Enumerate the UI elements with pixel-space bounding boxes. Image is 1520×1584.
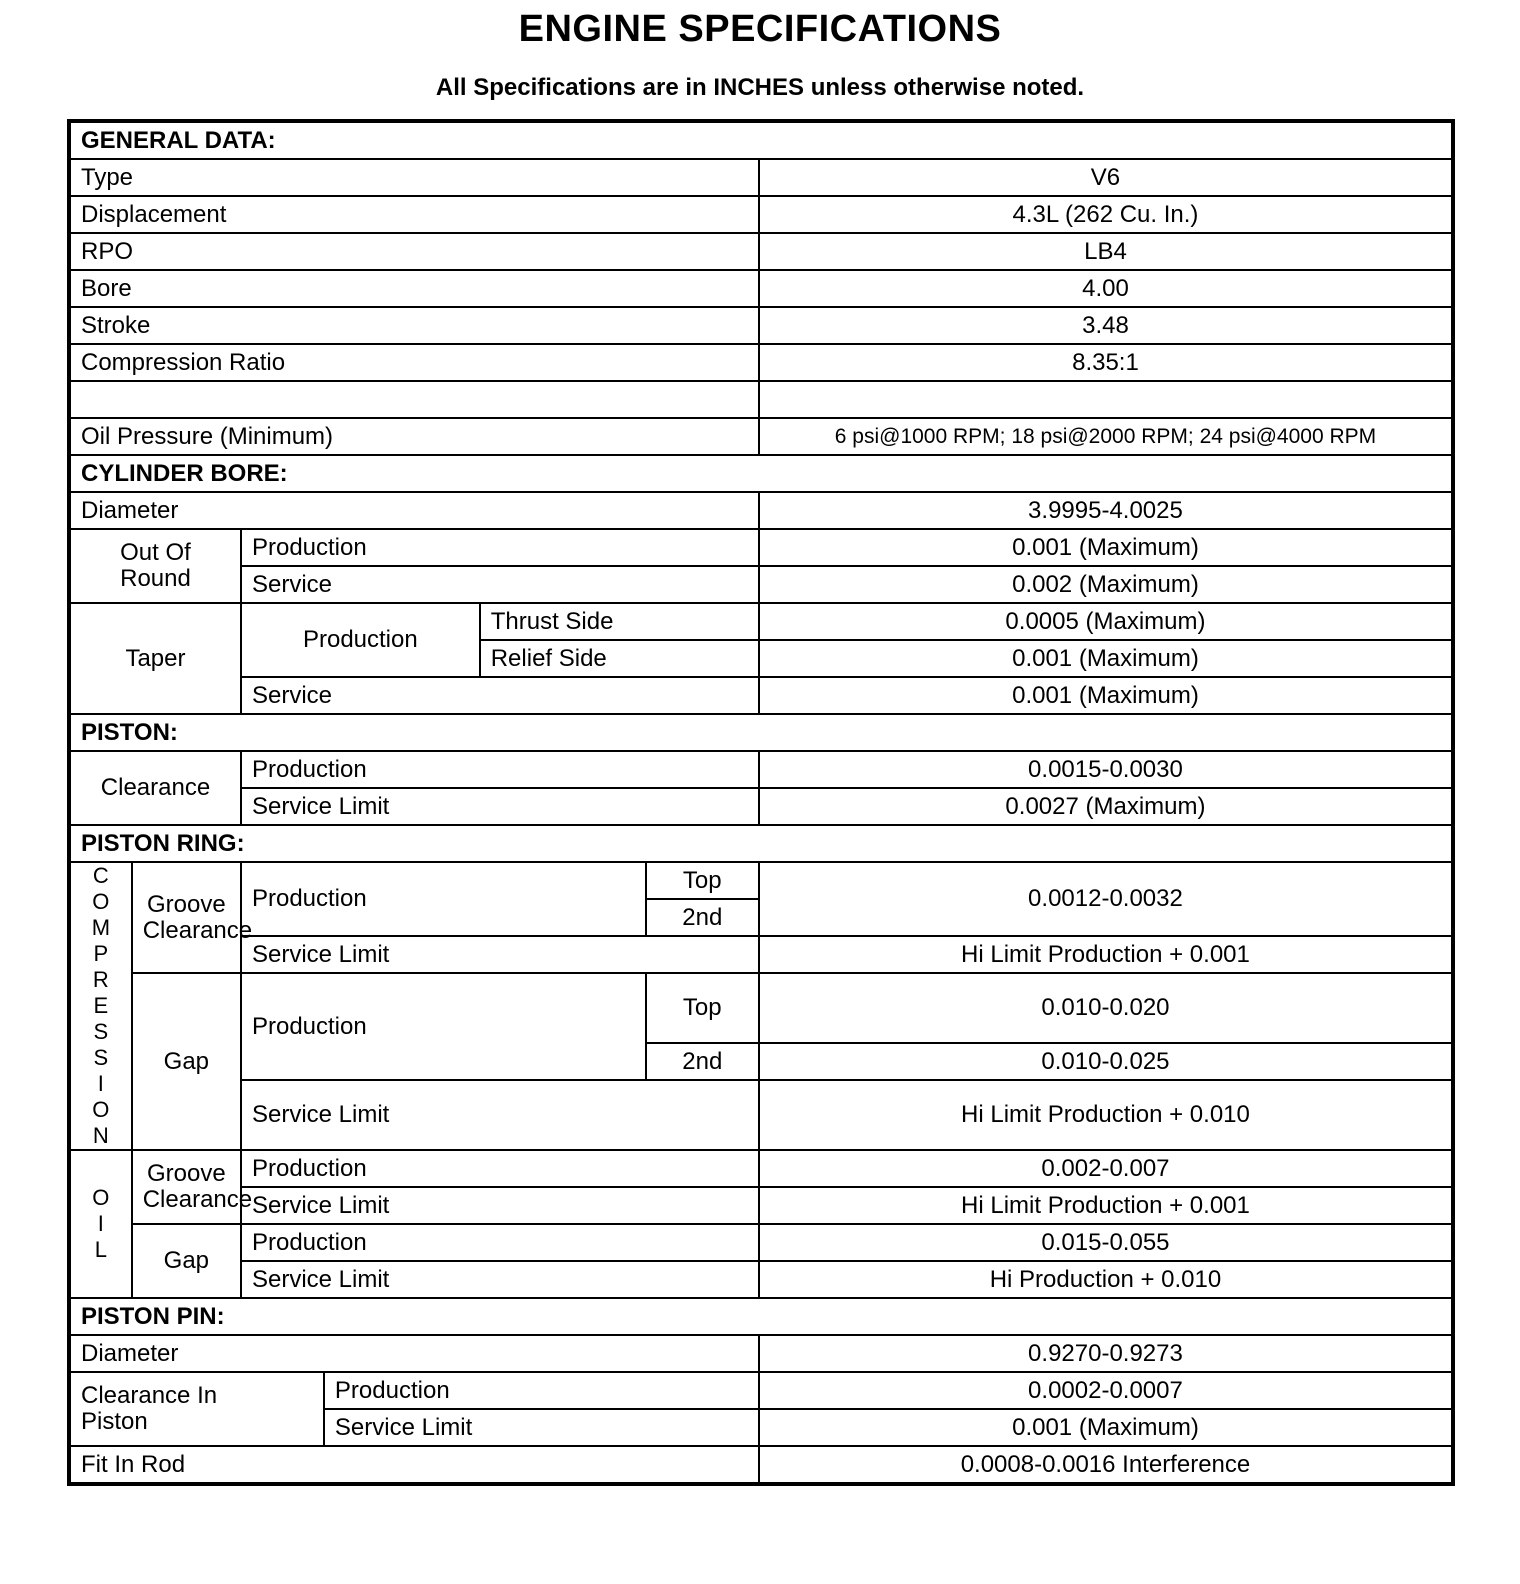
row-value: Hi Limit Production + 0.001 bbox=[759, 1187, 1453, 1224]
row-value: 8.35:1 bbox=[759, 344, 1453, 381]
vertical-letter: P bbox=[93, 941, 109, 966]
vertical-letter: R bbox=[92, 967, 109, 992]
row-label: Stroke bbox=[69, 307, 759, 344]
row-label: Oil Pressure (Minimum) bbox=[69, 418, 759, 455]
table-row bbox=[69, 270, 1453, 307]
row-value: 0.010-0.025 bbox=[759, 1043, 1453, 1080]
table-row bbox=[69, 529, 1453, 566]
sub-group-label-production: Production bbox=[241, 603, 480, 677]
compression-vertical-label bbox=[69, 862, 132, 1150]
group-label-clearance-in-piston: Clearance In Piston bbox=[69, 1372, 324, 1446]
table-row bbox=[69, 603, 1453, 640]
ring-label-top: Top bbox=[646, 862, 759, 899]
section-header-piston-ring bbox=[69, 825, 1453, 862]
row-value: 0.0012-0.0032 bbox=[759, 862, 1453, 936]
group-label-gap: Gap bbox=[132, 973, 241, 1150]
row-label: RPO bbox=[69, 233, 759, 270]
row-label: Production bbox=[324, 1372, 759, 1409]
table-row bbox=[69, 788, 1453, 825]
vertical-letter: L bbox=[94, 1237, 107, 1262]
row-label: Bore bbox=[69, 270, 759, 307]
row-label: Thrust Side bbox=[480, 603, 759, 640]
group-label-groove-clearance: Groove Clearance bbox=[132, 862, 241, 973]
row-value: 0.001 (Maximum) bbox=[759, 640, 1453, 677]
row-value: 0.001 (Maximum) bbox=[759, 529, 1453, 566]
oil-vertical-label bbox=[69, 1150, 132, 1298]
row-label: Displacement bbox=[69, 196, 759, 233]
row-label: Relief Side bbox=[480, 640, 759, 677]
row-label: Service Limit bbox=[241, 1261, 759, 1298]
row-label: Production bbox=[241, 1224, 759, 1261]
table-row bbox=[69, 1261, 1453, 1298]
row-value: 0.0002-0.0007 bbox=[759, 1372, 1453, 1409]
group-label-taper: Taper bbox=[69, 603, 241, 714]
table-row bbox=[69, 751, 1453, 788]
row-label: Service Limit bbox=[241, 1187, 759, 1224]
section-title: PISTON RING: bbox=[69, 825, 1453, 862]
table-row bbox=[69, 1335, 1453, 1372]
vertical-letter: S bbox=[93, 1045, 109, 1070]
row-value: V6 bbox=[759, 159, 1453, 196]
vertical-letter: O bbox=[92, 1097, 110, 1122]
row-value: 3.9995-4.0025 bbox=[759, 492, 1453, 529]
row-value: Hi Limit Production + 0.010 bbox=[759, 1080, 1453, 1150]
row-value: 0.010-0.020 bbox=[759, 973, 1453, 1043]
section-title: PISTON PIN: bbox=[69, 1298, 1453, 1335]
empty-row bbox=[69, 381, 1453, 418]
section-title: PISTON: bbox=[69, 714, 1453, 751]
row-label: Type bbox=[69, 159, 759, 196]
row-label: Production bbox=[241, 862, 646, 936]
row-label: Diameter bbox=[69, 492, 759, 529]
table-row bbox=[69, 159, 1453, 196]
row-label: Diameter bbox=[69, 1335, 759, 1372]
vertical-letter: N bbox=[92, 1123, 109, 1148]
page-subtitle: All Specifications are in INCHES unless otherwise noted. bbox=[435, 74, 1085, 101]
ring-label-second: 2nd bbox=[646, 899, 759, 936]
table-row bbox=[69, 1224, 1453, 1261]
row-value: 0.0008-0.0016 Interference bbox=[759, 1446, 1453, 1484]
row-label: Service Limit bbox=[241, 788, 759, 825]
row-label: Service Limit bbox=[241, 936, 759, 973]
table-row bbox=[69, 492, 1453, 529]
table-row bbox=[69, 1372, 1453, 1409]
ring-label-second: 2nd bbox=[646, 1043, 759, 1080]
vertical-letter: S bbox=[93, 1019, 109, 1044]
table-row bbox=[69, 1080, 1453, 1113]
row-value: 0.001 (Maximum) bbox=[759, 1409, 1453, 1446]
section-header-piston bbox=[69, 714, 1453, 751]
row-value: LB4 bbox=[759, 233, 1453, 270]
section-title: GENERAL DATA: bbox=[69, 121, 1453, 159]
empty-cell bbox=[69, 381, 759, 418]
table-row bbox=[69, 936, 1453, 973]
row-value: 0.002-0.007 bbox=[759, 1150, 1453, 1187]
group-label-groove-clearance: Groove Clearance bbox=[132, 1150, 241, 1224]
table-row bbox=[69, 1150, 1453, 1187]
row-value: 0.0015-0.0030 bbox=[759, 751, 1453, 788]
vertical-letter: I bbox=[97, 1211, 104, 1236]
row-label: Production bbox=[241, 529, 759, 566]
table-row bbox=[69, 1446, 1453, 1484]
table-row bbox=[69, 862, 1453, 899]
section-header-general bbox=[69, 121, 1453, 159]
row-value: 0.015-0.055 bbox=[759, 1224, 1453, 1261]
vertical-letter: M bbox=[91, 915, 111, 940]
row-value: 4.3L (262 Cu. In.) bbox=[759, 196, 1453, 233]
table-row bbox=[69, 196, 1453, 233]
table-row bbox=[69, 973, 1453, 1043]
row-value: 0.002 (Maximum) bbox=[759, 566, 1453, 603]
section-title: CYLINDER BORE: bbox=[69, 455, 1453, 492]
table-row bbox=[69, 677, 1453, 714]
row-value: 3.48 bbox=[759, 307, 1453, 344]
engine-spec-table bbox=[67, 119, 1455, 1486]
row-value: 0.001 (Maximum) bbox=[759, 677, 1453, 714]
row-value: 6 psi@1000 RPM; 18 psi@2000 RPM; 24 psi@4000 RPM bbox=[759, 418, 1453, 455]
vertical-letter: E bbox=[93, 993, 109, 1018]
row-label: Service Limit bbox=[241, 1080, 759, 1150]
row-value: Hi Limit Production + 0.001 bbox=[759, 936, 1453, 973]
group-label-clearance: Clearance bbox=[69, 751, 241, 825]
row-value: 4.00 bbox=[759, 270, 1453, 307]
table-row bbox=[69, 233, 1453, 270]
row-label: Production bbox=[241, 1150, 759, 1187]
row-value: 0.0005 (Maximum) bbox=[759, 603, 1453, 640]
section-header-piston-pin bbox=[69, 1298, 1453, 1335]
table-row bbox=[69, 344, 1453, 381]
row-value: 0.0027 (Maximum) bbox=[759, 788, 1453, 825]
row-label: Service bbox=[241, 566, 759, 603]
row-label: Compression Ratio bbox=[69, 344, 759, 381]
row-value: Hi Production + 0.010 bbox=[759, 1261, 1453, 1298]
table-row bbox=[69, 307, 1453, 344]
vertical-letter: O bbox=[92, 1185, 110, 1210]
group-label-out-of-round: Out Of Round bbox=[69, 529, 241, 603]
ring-label-top: Top bbox=[646, 973, 759, 1043]
vertical-letter: I bbox=[97, 1071, 104, 1096]
table-row bbox=[69, 1187, 1453, 1224]
table-row bbox=[69, 418, 1453, 455]
row-label: Production bbox=[241, 751, 759, 788]
table-row bbox=[69, 566, 1453, 603]
page-title: ENGINE SPECIFICATIONS bbox=[518, 8, 1002, 50]
empty-cell bbox=[759, 381, 1453, 418]
row-label: Service Limit bbox=[324, 1409, 759, 1446]
row-label: Fit In Rod bbox=[69, 1446, 759, 1484]
group-label-gap: Gap bbox=[132, 1224, 241, 1298]
row-label: Service bbox=[241, 677, 759, 714]
row-value: 0.9270-0.9273 bbox=[759, 1335, 1453, 1372]
vertical-letter: O bbox=[92, 889, 110, 914]
section-header-cylinder-bore bbox=[69, 455, 1453, 492]
vertical-letter: C bbox=[92, 863, 109, 888]
row-label: Production bbox=[241, 973, 646, 1080]
